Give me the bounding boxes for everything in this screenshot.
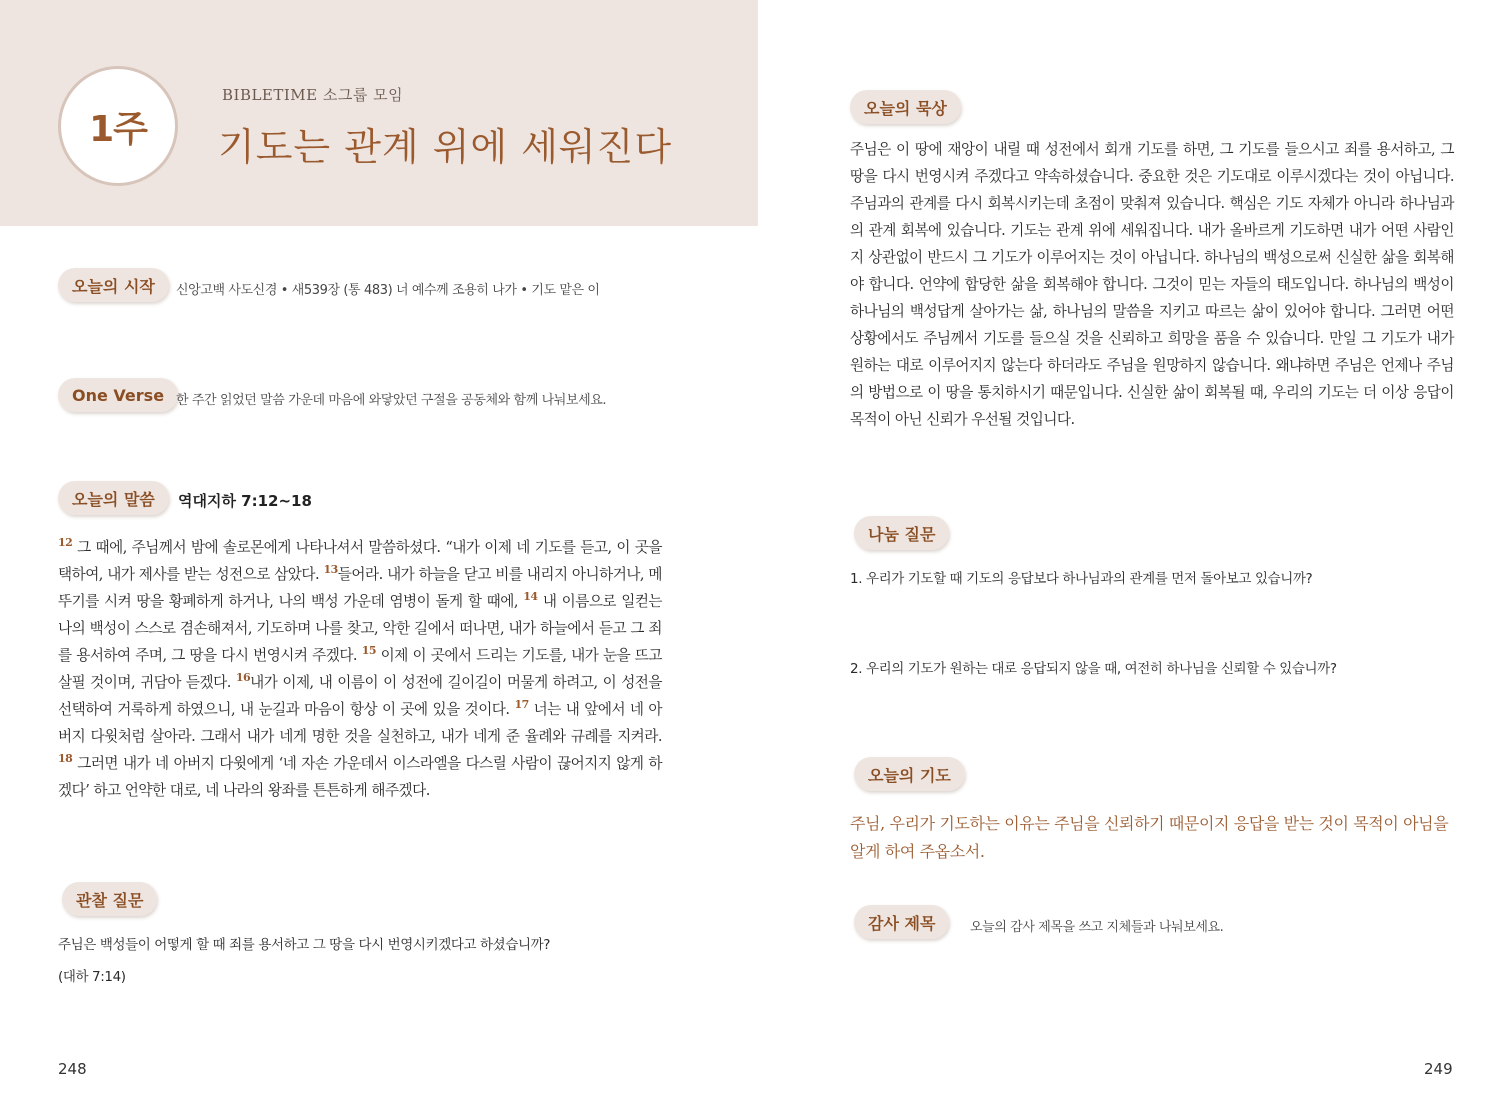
verse-number: 15	[361, 644, 377, 658]
todays-word-label: 오늘의 말씀	[58, 481, 169, 515]
verse-text: 그 때에, 주님께서 밤에 솔로몬에게 나타나셔서 말씀하셨다. “내가 이제 네 기도를 듣고, 이 곳을 택하여, 내가 제사를 받는 성전으로 삼았다.	[58, 539, 663, 583]
verse-number: 17	[514, 698, 529, 712]
sharing-question-2: 2. 우리의 기도가 원하는 대로 응답되지 않을 때, 여전히 하나님을 신뢰할 수 있습니까?	[850, 661, 1337, 677]
series-label: BIBLETIME 소그룹 모임	[222, 86, 404, 104]
scripture-reference: 역대지하 7:12~18	[178, 492, 312, 510]
sharing-question-1: 1. 우리가 기도할 때 기도의 응답보다 하나님과의 관계를 먼저 돌아보고 있습니까?	[850, 571, 1313, 587]
week-label: 1주	[89, 108, 147, 150]
verse-number: 16	[235, 671, 251, 685]
page-number-left: 248	[58, 1060, 87, 1078]
opening-label: 오늘의 시작	[58, 268, 169, 302]
verse-text: 들어라. 내가 하늘을 닫고 비를 내리지 아니하거나, 메뚜기를 시켜 땅을 황폐하게 하거나, 나의 백성 가운데 염병이 돌게 할 때에,	[58, 566, 662, 610]
week-badge	[58, 66, 178, 186]
verse-text: 그러면 내가 네 아버지 다윗에게 ‘네 자손 가운데서 이스라엘을 다스릴 사람이 끊어지지 않게 하겠다’ 하고 언약한 대로, 네 나라의 왕좌를 튼튼하게 해주겠다.	[58, 755, 663, 799]
prayer-label: 오늘의 기도	[854, 757, 965, 791]
sharing-label: 나눔 질문	[854, 516, 949, 550]
verse-number: 12	[58, 536, 73, 550]
observation-reference: (대하 7:14)	[58, 969, 126, 985]
verse-text: 내가 이제, 내 이름이 이 성전에 길이길이 머물게 하려고, 이 성전을 선택하여 거룩하게 하였으니, 내 눈길과 마음이 항상 이 곳에 있을 것이다.	[58, 674, 662, 718]
thanks-label: 감사 제목	[854, 905, 949, 939]
observation-label: 관찰 질문	[62, 882, 157, 916]
meditation-label: 오늘의 묵상	[850, 90, 961, 124]
opening-text: 신앙고백 사도신경 • 새539장 (통 483) 너 예수께 조용히 나가 • 기도 맡은 이	[176, 283, 600, 298]
verse-number: 13	[323, 563, 338, 577]
meditation-text: 주님은 이 땅에 재앙이 내릴 때 성전에서 회개 기도를 하면, 그 기도를 들으시고 죄를 용서하고, 그 땅을 다시 번영시켜 주겠다고 약속하셨습니다. 중요한 것은 기도대로 이루시겠다는 것이 아닙니다. 주님과의 관계를 다시 회복시키는데 초점이 맞춰져 있습니다. 핵심은 기도 자체가 아니라 하나님과의 관계 회복에 있습니다. 기도는 관계 위에 세워집니다. 내가 올바르게 기도하면 내가 어떤 사람인지 상관없이 반드시 그 기도가 이루어지는 것이 아닙니다. 하나님의 백성으로써 신실한 삶을 회복해야 합니다. 언약에 합당한 삶을 회복해야 합니다. 그것이 믿는 자들의 태도입니다. 하나님의 백성이 하나님의 백성답게 살아가는 삶, 하나님의 말씀을 지키고 따르는 삶이 있어야 합니다. 그러면 어떤 상황에서도 주님께서 기도를 들으실 것을 신뢰하고 희망을 품을 수 있습니다. 만일 그 기도가 내가 원하는 대로 이루어지지 않는다 하더라도 주님을 원망하지 않습니다. 왜냐하면 주님은 언제나 주님의 방법으로 이 땅을 통치하시기 때문입니다. 신실한 삶이 회복될 때, 우리의 기도는 더 이상 응답이 목적이 아닌 신뢰가 우선될 것입니다.	[850, 141, 1454, 428]
verse-text: 너는 내 앞에서 네 아버지 다윗처럼 살아라. 그래서 내가 네게 명한 것을 실천하고, 내가 네게 준 율례와 규례를 지켜라.	[58, 701, 663, 745]
verse-text: 내 이름으로 일컫는 나의 백성이 스스로 겸손해져서, 기도하며 나를 찾고, 악한 길에서 떠나면, 내가 하늘에서 듣고 그 죄를 용서하여 주며, 그 땅을 다시 번영시켜 주겠다.	[58, 593, 663, 664]
page-number-right: 249	[1424, 1060, 1453, 1078]
verse-number: 18	[58, 752, 73, 766]
scripture-passage	[58, 534, 662, 804]
one-verse-text: 한 주간 읽었던 말씀 가운데 마음에 와닿았던 구절을 공동체와 함께 나눠보세요.	[176, 393, 607, 408]
right-page	[756, 0, 1512, 1111]
lesson-title: 기도는 관계 위에 세워진다	[218, 125, 673, 169]
prayer-text: 주님, 우리가 기도하는 이유는 주님을 신뢰하기 때문이지 응답을 받는 것이 목적이 아님을 알게 하여 주옵소서.	[850, 814, 1449, 861]
verse-text: 이제 이 곳에서 드리는 기도를, 내가 눈을 뜨고 살필 것이며, 귀담아 듣겠다.	[58, 647, 663, 691]
observation-question: 주님은 백성들이 어떻게 할 때 죄를 용서하고 그 땅을 다시 번영시키겠다고 하셨습니까?	[58, 937, 551, 953]
verse-number: 14	[523, 590, 538, 604]
one-verse-label: One Verse	[58, 378, 178, 412]
thanks-text: 오늘의 감사 제목을 쓰고 지체들과 나눠보세요.	[970, 920, 1224, 935]
